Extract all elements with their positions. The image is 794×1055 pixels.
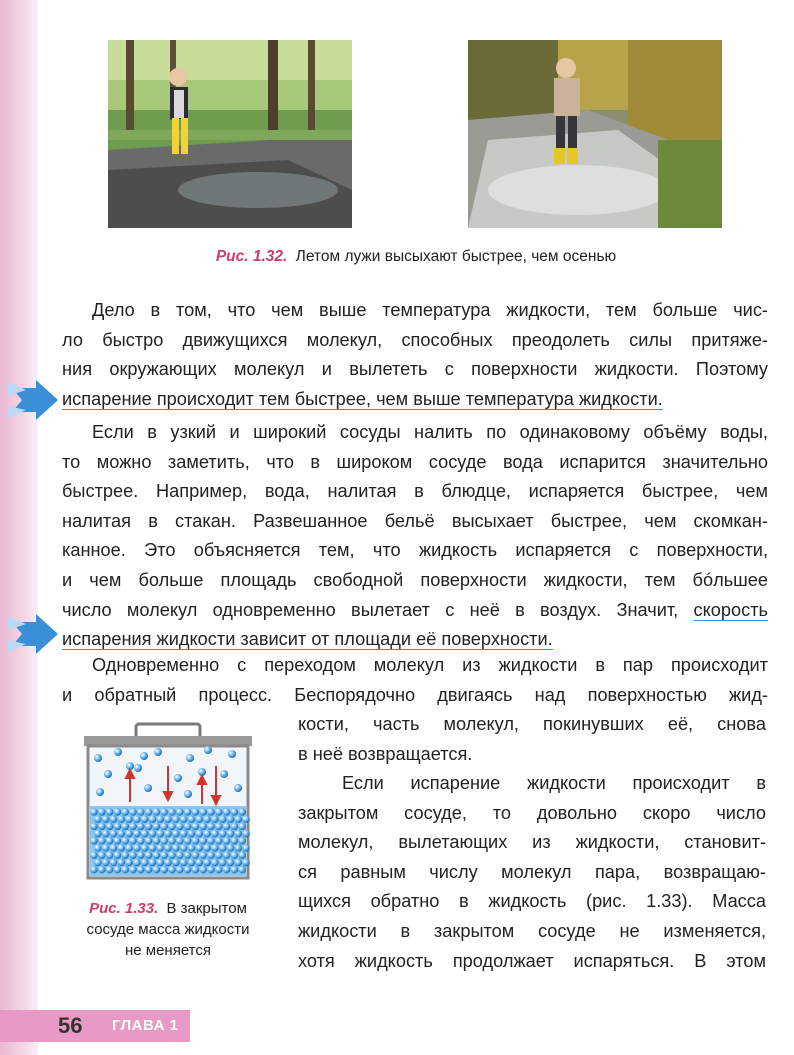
side-decor-band [0, 0, 38, 1055]
vapor-molecule [154, 748, 162, 756]
liquid-molecule [164, 815, 172, 823]
liquid-molecule [223, 866, 231, 874]
liquid-molecule [121, 808, 129, 816]
liquid-molecule [102, 859, 110, 867]
liquid-molecule [192, 866, 200, 874]
liquid-molecule [219, 844, 227, 852]
liquid-molecule [160, 866, 168, 874]
figure-132-text: Летом лужи высыхают быстрее, чем осенью [295, 248, 617, 265]
liquid-molecule [145, 808, 153, 816]
text-line: Дело в том, что чем выше температура жидкости, тем больше чис- [92, 300, 768, 320]
liquid-molecule [207, 851, 215, 859]
text-line: молекул, вылетающих из жидкости, становит- [298, 832, 766, 853]
liquid-molecule [129, 808, 137, 816]
liquid-molecule [114, 837, 122, 845]
paragraph-3-narrow [298, 710, 766, 769]
liquid-molecule [235, 815, 243, 823]
figure-133-label: Рис. 1.33. [89, 900, 159, 917]
liquid-molecule [227, 859, 235, 867]
liquid-molecule [90, 808, 98, 816]
liquid-molecule [168, 866, 176, 874]
liquid-molecule [118, 844, 126, 852]
liquid-molecule [192, 808, 200, 816]
liquid-molecule [157, 844, 165, 852]
liquid-molecule [199, 837, 207, 845]
liquid-molecule [227, 815, 235, 823]
liquid-molecule [153, 808, 161, 816]
liquid-molecule [129, 837, 137, 845]
key-rule-1: испарение происходит тем быстрее, чем выше температура жидкости. [62, 388, 663, 409]
vapor-molecule [104, 770, 112, 778]
liquid-molecule [114, 866, 122, 874]
liquid-molecule [129, 866, 137, 874]
liquid-molecule [94, 859, 102, 867]
liquid-molecule [207, 837, 215, 845]
liquid-molecule [118, 830, 126, 838]
liquid-molecule [168, 808, 176, 816]
liquid-molecule [215, 837, 223, 845]
liquid-molecule [106, 808, 114, 816]
vapor-molecule [114, 748, 122, 756]
liquid-molecule [98, 808, 106, 816]
paragraph-3 [62, 651, 768, 710]
liquid-molecule [149, 859, 157, 867]
liquid-molecule [219, 859, 227, 867]
liquid-molecule [145, 837, 153, 845]
liquid-molecule [184, 837, 192, 845]
text-line: канное. Это объясняется тем, что жидкость испаряется с поверхности, [62, 540, 768, 561]
photo-summer-puddle [108, 40, 352, 228]
text-line: ния окружающих молекул и вылететь с поверхности жидкости. Поэтому [62, 359, 768, 380]
text-line: кости, часть молекул, покинувших её, снова [298, 714, 766, 734]
vapor-molecule [174, 774, 182, 782]
liquid-molecule [172, 859, 180, 867]
closed-vessel-diagram [78, 722, 258, 882]
liquid-molecule [137, 866, 145, 874]
vapor-molecule [234, 784, 242, 792]
vapor-molecule [228, 750, 236, 758]
liquid-molecule [125, 844, 133, 852]
text-line: щихся обратно в жидкость (рис. 1.33). Масса [298, 891, 766, 912]
liquid-molecule [125, 830, 133, 838]
liquid-molecule [160, 808, 168, 816]
liquid-molecule [176, 823, 184, 831]
liquid-molecule [160, 837, 168, 845]
liquid-molecule [242, 815, 250, 823]
liquid-molecule [137, 823, 145, 831]
text-line: Если в узкий и широкий сосуды налить по одинаковому объёму воды, [92, 422, 768, 442]
liquid-molecule [184, 866, 192, 874]
liquid-molecule [215, 823, 223, 831]
liquid-molecule [157, 815, 165, 823]
liquid-molecule [188, 830, 196, 838]
liquid-molecule [223, 823, 231, 831]
text-line [62, 596, 768, 626]
liquid-molecule [238, 823, 246, 831]
liquid-molecule [231, 837, 239, 845]
liquid-molecule [149, 815, 157, 823]
liquid-molecule [168, 837, 176, 845]
liquid-molecule [168, 851, 176, 859]
liquid-molecule [157, 830, 165, 838]
liquid-molecule [211, 830, 219, 838]
liquid-molecule [238, 837, 246, 845]
liquid-molecule [192, 851, 200, 859]
liquid-molecule [129, 823, 137, 831]
liquid-molecule [121, 823, 129, 831]
liquid-molecule [188, 859, 196, 867]
liquid-molecule [153, 866, 161, 874]
liquid-molecule [242, 830, 250, 838]
liquid-molecule [106, 837, 114, 845]
paragraph-1 [62, 296, 768, 414]
liquid-molecule [184, 851, 192, 859]
liquid-molecule [203, 815, 211, 823]
liquid-molecule [160, 823, 168, 831]
liquid-molecule [184, 823, 192, 831]
liquid-molecule [94, 815, 102, 823]
text-line: налитая в стакан. Развешанное бельё высыхает быстрее, чем скомкан- [62, 510, 768, 531]
text-line [62, 385, 768, 415]
figure-133-caption [62, 898, 274, 961]
paragraph-2 [62, 418, 768, 655]
liquid-molecule [149, 844, 157, 852]
figure-132-label: Рис. 1.32. [215, 248, 288, 265]
liquid-molecule [153, 851, 161, 859]
liquid-molecule [192, 837, 200, 845]
liquid-molecule [235, 859, 243, 867]
liquid-molecule [121, 851, 129, 859]
liquid-molecule [164, 859, 172, 867]
liquid-molecule [164, 830, 172, 838]
liquid-molecule [176, 808, 184, 816]
liquid-molecule [238, 866, 246, 874]
vapor-molecule [184, 790, 192, 798]
liquid-molecule [102, 844, 110, 852]
liquid-molecule [94, 844, 102, 852]
liquid-molecule [235, 830, 243, 838]
key-rule-2-start: скорость [693, 599, 768, 620]
liquid-molecule [118, 815, 126, 823]
liquid-molecule [188, 815, 196, 823]
key-rule-arrow-icon [6, 612, 60, 656]
liquid-molecule [114, 851, 122, 859]
liquid-molecule [180, 859, 188, 867]
liquid-molecule [180, 844, 188, 852]
liquid-molecule [90, 823, 98, 831]
liquid-molecule [145, 851, 153, 859]
text-line: и чем больше площадь свободной поверхности жидкости, тем бóльшее [62, 569, 768, 590]
liquid-molecule [149, 830, 157, 838]
liquid-molecule [153, 837, 161, 845]
liquid-molecule [133, 830, 141, 838]
liquid-molecule [176, 837, 184, 845]
figure-132-caption [110, 248, 722, 266]
liquid-molecule [125, 815, 133, 823]
liquid-molecule [141, 830, 149, 838]
liquid-molecule [102, 830, 110, 838]
liquid-molecule [133, 815, 141, 823]
liquid-molecule [215, 866, 223, 874]
vapor-molecule [220, 770, 228, 778]
liquid-molecule [121, 837, 129, 845]
vapor-molecule [94, 754, 102, 762]
text-line: хотя жидкость продолжает испаряться. В этом [298, 950, 766, 971]
liquid-molecule [180, 830, 188, 838]
text-line: Если испарение жидкости происходит в [342, 773, 766, 793]
text-line: в неё возвращается. [298, 743, 473, 764]
liquid-molecule [207, 808, 215, 816]
liquid-molecule [110, 844, 118, 852]
liquid-molecule [219, 815, 227, 823]
liquid-molecule [211, 844, 219, 852]
liquid-molecule [203, 859, 211, 867]
liquid-molecule [110, 859, 118, 867]
liquid-molecule [106, 866, 114, 874]
vapor-molecule [204, 746, 212, 754]
paragraph-4 [298, 769, 766, 976]
liquid-molecule [176, 866, 184, 874]
liquid-molecule [223, 837, 231, 845]
liquid-molecules [90, 808, 250, 873]
liquid-molecule [188, 844, 196, 852]
text-line: ся равным числу молекул пара, возвращаю- [298, 861, 766, 882]
liquid-molecule [207, 866, 215, 874]
liquid-molecule [145, 823, 153, 831]
liquid-molecule [199, 808, 207, 816]
liquid-molecule [203, 844, 211, 852]
liquid-molecule [125, 859, 133, 867]
liquid-molecule [223, 808, 231, 816]
text-line: то можно заметить, что в широком сосуде вода испарится значительно [62, 451, 768, 472]
liquid-molecule [242, 859, 250, 867]
liquid-molecule [231, 823, 239, 831]
photo-autumn-puddle [468, 40, 722, 228]
liquid-molecule [106, 823, 114, 831]
liquid-molecule [227, 830, 235, 838]
liquid-molecule [196, 844, 204, 852]
text-line: закрытом сосуде, то довольно скоро число [298, 802, 766, 823]
text-line: и обратный процесс. Беспорядочно двигаясь над поверхностью жид- [62, 684, 768, 705]
liquid-molecule [98, 823, 106, 831]
liquid-molecule [98, 866, 106, 874]
liquid-molecule [110, 830, 118, 838]
liquid-molecule [133, 844, 141, 852]
liquid-molecule [199, 851, 207, 859]
key-rule-arrow-icon [6, 378, 60, 422]
figure-133-text-3: не меняется [124, 942, 212, 959]
liquid-molecule [199, 823, 207, 831]
liquid-molecule [153, 823, 161, 831]
figure-133-text-2: сосуде масса жидкости [86, 921, 250, 938]
page-number: 56 [58, 1013, 83, 1038]
liquid-molecule [223, 851, 231, 859]
liquid-molecule [157, 859, 165, 867]
text-line: жидкости в закрытом сосуде не изменяется, [298, 920, 766, 941]
liquid-molecule [199, 866, 207, 874]
liquid-molecule [184, 808, 192, 816]
liquid-molecule [133, 859, 141, 867]
liquid-molecule [121, 866, 129, 874]
liquid-molecule [215, 808, 223, 816]
liquid-molecule [141, 815, 149, 823]
text-line: быстрее. Например, вода, налитая в блюдце, испаряется быстрее, чем [62, 481, 768, 502]
liquid-molecule [90, 851, 98, 859]
liquid-molecule [231, 866, 239, 874]
vapor-molecule [144, 784, 152, 792]
liquid-molecule [168, 823, 176, 831]
liquid-molecule [180, 815, 188, 823]
text-line: ло быстро движущихся молекул, способных преодолеть силы притяже- [62, 329, 768, 350]
liquid-molecule [110, 815, 118, 823]
vapor-molecule [134, 764, 142, 772]
liquid-molecule [137, 837, 145, 845]
liquid-molecule [102, 815, 110, 823]
liquid-molecule [231, 808, 239, 816]
liquid-molecule [141, 859, 149, 867]
liquid-molecule [238, 851, 246, 859]
liquid-molecule [242, 844, 250, 852]
figure-133-text-1: В закрытом [166, 900, 247, 917]
liquid-molecule [172, 830, 180, 838]
text-fragment: число молекул одновременно вылетает с неё в воздух. Значит, [62, 599, 679, 620]
chapter-label: ГЛАВА 1 [112, 1017, 179, 1034]
liquid-molecule [137, 808, 145, 816]
liquid-molecule [94, 830, 102, 838]
vapor-molecule [140, 752, 148, 760]
vapor-molecule [186, 754, 194, 762]
liquid-molecule [196, 830, 204, 838]
liquid-molecule [215, 851, 223, 859]
liquid-molecule [207, 823, 215, 831]
vapor-molecule [96, 788, 104, 796]
liquid-molecule [106, 851, 114, 859]
liquid-molecule [192, 823, 200, 831]
liquid-molecule [196, 859, 204, 867]
liquid-molecule [231, 851, 239, 859]
liquid-molecule [227, 844, 235, 852]
liquid-molecule [176, 851, 184, 859]
liquid-molecule [172, 844, 180, 852]
liquid-molecule [137, 851, 145, 859]
liquid-molecule [160, 851, 168, 859]
liquid-molecule [98, 851, 106, 859]
liquid-molecule [164, 844, 172, 852]
liquid-molecule [90, 866, 98, 874]
liquid-molecule [172, 815, 180, 823]
liquid-molecule [211, 859, 219, 867]
liquid-molecule [114, 808, 122, 816]
liquid-molecule [235, 844, 243, 852]
liquid-molecule [98, 837, 106, 845]
liquid-molecule [238, 808, 246, 816]
liquid-molecule [141, 844, 149, 852]
liquid-molecule [211, 815, 219, 823]
text-line: Одновременно с переходом молекул из жидкости в пар происходит [92, 655, 768, 675]
liquid-molecule [118, 859, 126, 867]
liquid-molecule [114, 823, 122, 831]
liquid-molecule [196, 815, 204, 823]
liquid-molecule [90, 837, 98, 845]
liquid-molecule [129, 851, 137, 859]
key-rule-2: испарения жидкости зависит от площади её поверхности. [62, 629, 553, 650]
vessel-handle [136, 724, 200, 738]
liquid-molecule [219, 830, 227, 838]
liquid-molecule [203, 830, 211, 838]
liquid-molecule [145, 866, 153, 874]
